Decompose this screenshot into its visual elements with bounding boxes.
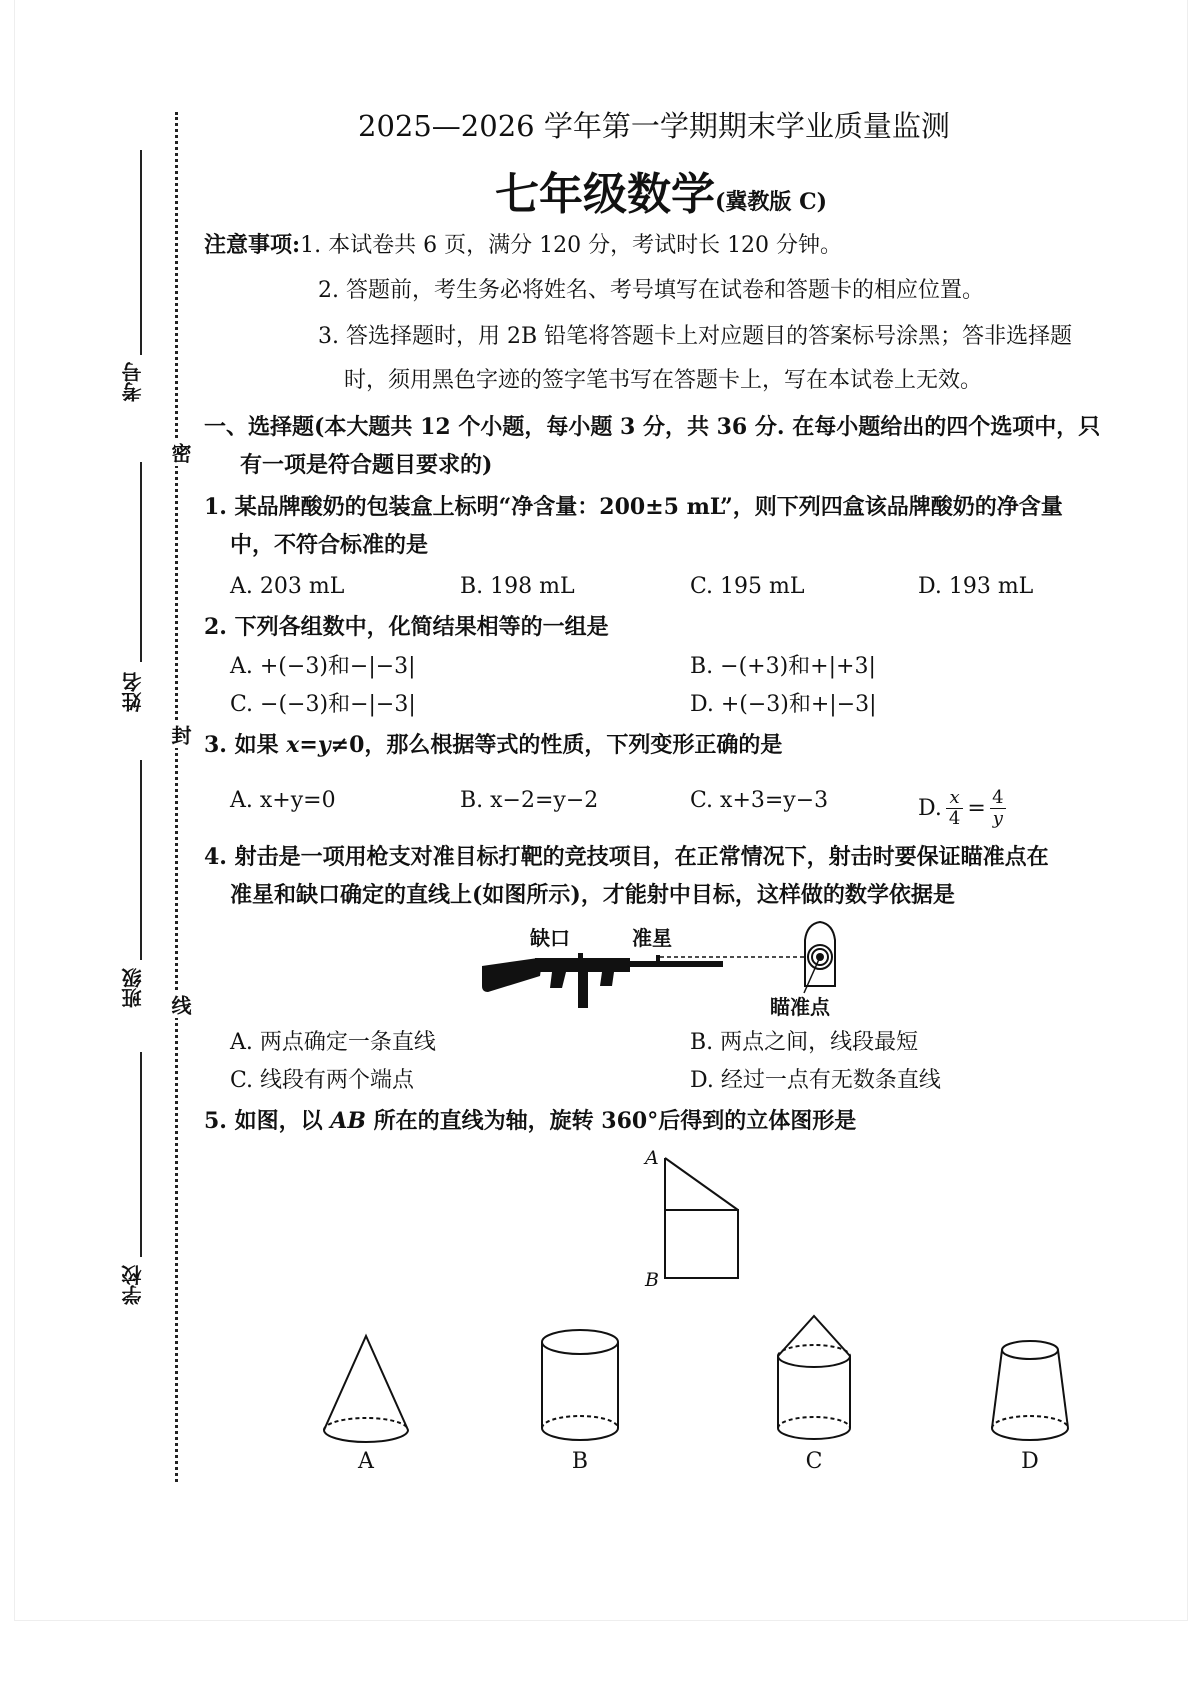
field-line-exam-number xyxy=(140,150,142,355)
subject-title: 七年级数学 xyxy=(495,169,715,220)
q3-fraction-1-den: 4 xyxy=(946,808,963,829)
target-icon xyxy=(804,922,835,993)
field-label-exam-number: 考号 xyxy=(121,362,145,402)
notes-item-3-cont: 时，须用黑色字迹的签字笔书写在答题卡上，写在本试卷上无效。 xyxy=(344,368,983,393)
q4-option-d: D. 经过一点有无数条直线 xyxy=(690,1068,941,1093)
q2-stem: 2. 下列各组数中，化简结果相等的一组是 xyxy=(204,614,609,640)
seal-char-feng: 封 xyxy=(166,722,195,748)
q3-stem-part-2: ≠0，那么根据等式的性质，下列变形正确的是 xyxy=(330,732,783,758)
field-line-school xyxy=(140,1052,142,1257)
q5-stem-part-2: 所在的直线为轴，旋转 360°后得到的立体图形是 xyxy=(365,1108,857,1134)
field-label-class: 班级 xyxy=(121,968,145,1008)
q4-stem-line-1: 4. 射击是一项用枪支对准目标打靶的竞技项目，在正常情况下，射击时要保证瞄准点在 xyxy=(204,844,1049,870)
term-title: 2025—2026 学年第一学期期末学业质量监测 xyxy=(358,109,950,143)
section-heading-line-1: 一、选择题(本大题共 12 个小题，每小题 3 分，共 36 分. 在每小题给出的四个选项中，只 xyxy=(204,414,1101,440)
q4-option-c: C. 线段有两个端点 xyxy=(230,1068,415,1093)
q3-option-c: C. x+3=y−3 xyxy=(690,788,829,813)
field-label-name: 姓名 xyxy=(121,672,145,712)
section-heading-line-2: 有一项是符合题目要求的) xyxy=(240,452,493,478)
solid-cone xyxy=(324,1336,408,1442)
q3-option-b: B. x−2=y−2 xyxy=(460,788,599,813)
label-notch: 缺口 xyxy=(530,926,570,950)
field-label-school: 学校 xyxy=(121,1265,145,1305)
q1-stem-line-1: 1. 某品牌酸奶的包装盒上标明“净含量：200±5 mL”，则下列四盒该品牌酸奶的净含量 xyxy=(204,494,1063,520)
seal-dotted-line xyxy=(175,112,178,1482)
notes-item-2: 2. 答题前，考生务必将姓名、考号填写在试卷和答题卡的相应位置。 xyxy=(318,278,984,303)
q3-option-d xyxy=(918,788,1006,829)
q2-option-d: D. +(−3)和+|−3| xyxy=(690,692,877,717)
q5-axis-ab: AB xyxy=(330,1108,366,1134)
solid-cylinder xyxy=(542,1330,618,1440)
q2-option-c: C. −(−3)和−|−3| xyxy=(230,692,416,717)
q3-fraction-2 xyxy=(990,788,1006,829)
notes-item-1: 1. 本试卷共 6 页，满分 120 分，考试时长 120 分钟。 xyxy=(300,233,843,258)
q5-stem xyxy=(204,1108,856,1134)
q3-fraction-equals: = xyxy=(967,795,986,821)
q4-stem-line-2: 准星和缺口确定的直线上(如图所示)，才能射中目标，这样做的数学依据是 xyxy=(230,882,955,908)
q3-option-a: A. x+y=0 xyxy=(230,788,336,813)
q3-stem xyxy=(204,732,782,758)
q1-option-a: A. 203 mL xyxy=(230,574,345,599)
edition-label: (冀教版 C) xyxy=(715,189,827,215)
q3-var-x: x xyxy=(286,732,300,758)
solid-frustum xyxy=(992,1341,1068,1440)
q5-plane-figure xyxy=(635,1148,745,1290)
q5-stem-part-1: 5. 如图，以 xyxy=(204,1108,331,1134)
label-aim-point: 瞄准点 xyxy=(770,995,830,1019)
q4-option-a: A. 两点确定一条直线 xyxy=(230,1030,436,1055)
notes-line-1 xyxy=(204,232,842,259)
rifle-icon xyxy=(482,953,723,1008)
q1-stem-line-2: 中，不符合标准的是 xyxy=(230,532,429,558)
q3-stem-part-1: 3. 如果 xyxy=(204,732,287,758)
point-a-label: A xyxy=(645,1148,659,1169)
solid-label-c: C xyxy=(805,1449,823,1474)
q3-option-d-label: D. xyxy=(918,795,942,821)
q3-fraction-2-num: 4 xyxy=(992,787,1004,808)
solid-label-a: A xyxy=(358,1449,374,1474)
solid-label-b: B xyxy=(571,1449,589,1474)
solid-label-d: D xyxy=(1021,1449,1039,1474)
q1-option-c: C. 195 mL xyxy=(690,574,805,599)
q1-option-d: D. 193 mL xyxy=(918,574,1034,599)
notes-item-3: 3. 答选择题时，用 2B 铅笔将答题卡上对应题目的答案标号涂黑；答非选择题 xyxy=(318,324,1073,349)
q4-shooting-figure xyxy=(480,918,920,1024)
field-line-name xyxy=(140,462,142,662)
q3-fraction-1 xyxy=(946,788,963,829)
seal-char-xian: 线 xyxy=(166,992,195,1018)
q1-option-b: B. 198 mL xyxy=(460,574,575,599)
field-line-class xyxy=(140,760,142,960)
q3-equals: = xyxy=(299,732,318,758)
seal-char-mi: 密 xyxy=(166,440,195,466)
q5-solid-options xyxy=(290,1310,1100,1480)
q3-var-y: y xyxy=(317,732,331,758)
point-b-label: B xyxy=(645,1269,659,1290)
q3-fraction-1-num: x xyxy=(949,787,960,808)
solid-cone-on-cylinder xyxy=(778,1316,850,1439)
label-front-sight: 准星 xyxy=(632,926,672,950)
q2-option-a: A. +(−3)和−|−3| xyxy=(230,654,416,679)
subject-heading xyxy=(495,158,827,222)
q2-option-b: B. −(+3)和+|+3| xyxy=(690,654,876,679)
q4-option-b: B. 两点之间，线段最短 xyxy=(690,1030,919,1055)
notes-label: 注意事项: xyxy=(204,232,301,258)
q3-fraction-2-den: y xyxy=(990,808,1006,829)
